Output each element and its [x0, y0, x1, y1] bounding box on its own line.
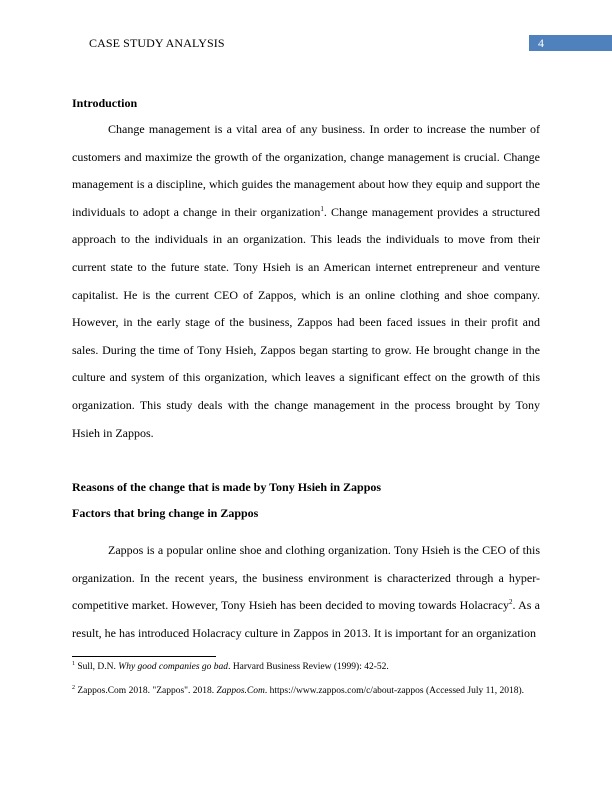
footnote-2-text: Zappos.Com 2018. "Zappos". 2018. [75, 686, 217, 696]
footnote-2-mark: 2 [72, 684, 75, 691]
introduction-text-part1: Change management is a vital area of any business. In order to increase the number of customers and maximize the growth of the organization, change management is crucial. Change management is a discipline, which guides the management about how they equip and support the individuals to adopt a change in their organization [72, 122, 540, 219]
footnote-2-source: . https://www.zappos.com/c/about-zappos (Accessed July 11, 2018). [264, 686, 525, 696]
running-header-title: CASE STUDY ANALYSIS [89, 36, 225, 50]
footnote-1-mark: 1 [72, 660, 75, 667]
introduction-heading: Introduction [72, 96, 138, 110]
footnote-2-title: Zappos.Com [216, 686, 265, 696]
factors-subheading: Factors that bring change in Zappos [72, 506, 259, 520]
footnote-2 [72, 685, 540, 697]
footnote-separator [72, 656, 216, 657]
page-number: 4 [538, 36, 544, 50]
reasons-text-part2: . As a result, he has introduced Holacracy culture in Zappos in 2013. It is important for an organization [72, 598, 541, 640]
footnote-1-source: . Harvard Business Review (1999): 42-52. [228, 662, 389, 672]
page-number-badge [529, 35, 612, 51]
footnote-1 [72, 661, 540, 673]
reasons-text-part1: Zappos is a popular online shoe and clothing organization. Tony Hsieh is the CEO of this organization. In the recent years, the business environment is characterized through a hyper-competitive market. However, Tony Hsieh has been decided to moving towards Holacracy [72, 543, 540, 613]
footnote-ref-2: 2 [508, 598, 513, 607]
introduction-text-part2: . Change management provides a structured approach to the individuals in an organization. This leads the individuals to move from their current state to the future state. Tony Hsieh is an American internet entrepreneur and venture capitalist. He is the current CEO of Zappos, which is an online clothing and shoe company. However, in the early stage of the business, Zappos had been faced issues in their profit and sales. During the time of Tony Hsieh, Zappos began starting to grow. He brought change in the culture and system of this organization, which leaves a significant effect on the growth of this organization. This study deals with the change management in the process brought by Tony Hsieh in Zappos. [72, 204, 540, 440]
footnote-ref-1: 1 [320, 204, 324, 213]
footnote-1-text: Sull, D.N. [75, 662, 119, 672]
reasons-paragraph [72, 537, 540, 647]
reasons-heading: Reasons of the change that is made by Tony Hsieh in Zappos [72, 480, 382, 494]
footnote-1-title: Why good companies go bad [118, 662, 229, 672]
introduction-paragraph [72, 116, 540, 447]
